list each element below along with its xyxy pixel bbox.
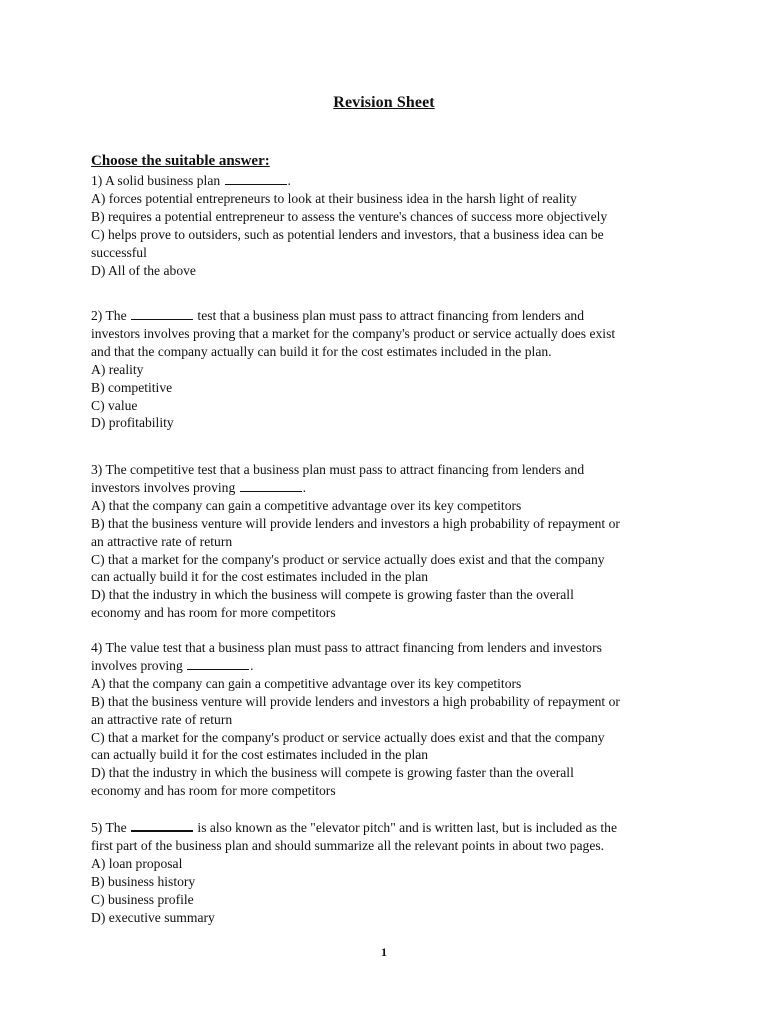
- option-d: D) All of the above: [91, 262, 196, 278]
- question-stem-line: and that the company actually can build it for the cost estimates included in the plan.: [91, 343, 552, 359]
- option-b: B) competitive: [91, 379, 173, 395]
- question-stem: 2) The test that a business plan must pass to attract financing from lenders and: [91, 308, 584, 323]
- question-stem: involves proving .: [91, 657, 254, 673]
- question-stem-line: 4) The value test that a business plan must pass to attract financing from lenders and investors: [91, 640, 602, 655]
- option-d: D) executive summary: [91, 909, 215, 925]
- question-4: [91, 639, 691, 800]
- answer-blank: [187, 657, 249, 670]
- option-c: C) that a market for the company's product or service actually does exist and that the company: [91, 729, 605, 745]
- option-d: D) profitability: [91, 415, 174, 431]
- option-d: D) that the industry in which the business will compete is growing faster than the overall: [91, 765, 574, 781]
- answer-blank: [131, 818, 193, 832]
- option-c-continued: can actually build it for the cost estimates included in the plan: [91, 747, 429, 763]
- option-c-continued: successful: [91, 244, 147, 260]
- option-b: B) business history: [91, 873, 196, 889]
- option-c: C) value: [91, 397, 138, 413]
- option-a: A) reality: [91, 361, 144, 377]
- option-b: B) that the business venture will provide lenders and investors a high probability of repayment or: [91, 693, 620, 709]
- option-b: B) requires a potential entrepreneur to assess the venture's chances of success more objectively: [91, 208, 608, 224]
- question-stem-line: 3) The competitive test that a business plan must pass to attract financing from lenders and: [91, 462, 585, 477]
- question-2: [91, 307, 691, 432]
- option-a: A) loan proposal: [91, 855, 183, 871]
- option-b-continued: an attractive rate of return: [91, 711, 233, 727]
- answer-blank: [225, 172, 287, 185]
- option-a: A) forces potential entrepreneurs to look at their business idea in the harsh light of reality: [91, 190, 577, 206]
- instruction-heading: Choose the suitable answer:: [91, 153, 270, 169]
- option-b-continued: an attractive rate of return: [91, 533, 233, 549]
- question-5: [91, 818, 691, 926]
- question-stem-line: first part of the business plan and should summarize all the relevant points in about two pages.: [91, 837, 605, 853]
- answer-blank: [240, 479, 302, 492]
- option-c: C) business profile: [91, 891, 194, 907]
- option-c: C) that a market for the company's product or service actually does exist and that the company: [91, 551, 605, 567]
- option-d: D) that the industry in which the business will compete is growing faster than the overall: [91, 587, 574, 603]
- option-b: B) that the business venture will provide lenders and investors a high probability of repayment or: [91, 515, 620, 531]
- question-stem: 5) The is also known as the "elevator pitch" and is written last, but is included as the: [91, 820, 617, 835]
- question-1: [91, 172, 691, 279]
- option-a: A) that the company can gain a competitive advantage over its key competitors: [91, 497, 522, 513]
- option-d-continued: economy and has room for more competitors: [91, 783, 336, 799]
- option-d-continued: economy and has room for more competitors: [91, 605, 336, 621]
- answer-blank: [131, 307, 193, 320]
- question-stem-line: investors involves proving that a market for the company's product or service actually does exist: [91, 325, 616, 341]
- question-stem: investors involves proving .: [91, 479, 307, 495]
- question-3: [91, 461, 691, 622]
- page-title: Revision Sheet: [333, 94, 435, 111]
- question-stem: 1) A solid business plan .: [91, 173, 291, 188]
- option-c-continued: can actually build it for the cost estimates included in the plan: [91, 569, 429, 585]
- option-c: C) helps prove to outsiders, such as potential lenders and investors, that a business idea can be: [91, 226, 604, 242]
- option-a: A) that the company can gain a competitive advantage over its key competitors: [91, 675, 522, 691]
- page-number: 1: [381, 945, 387, 959]
